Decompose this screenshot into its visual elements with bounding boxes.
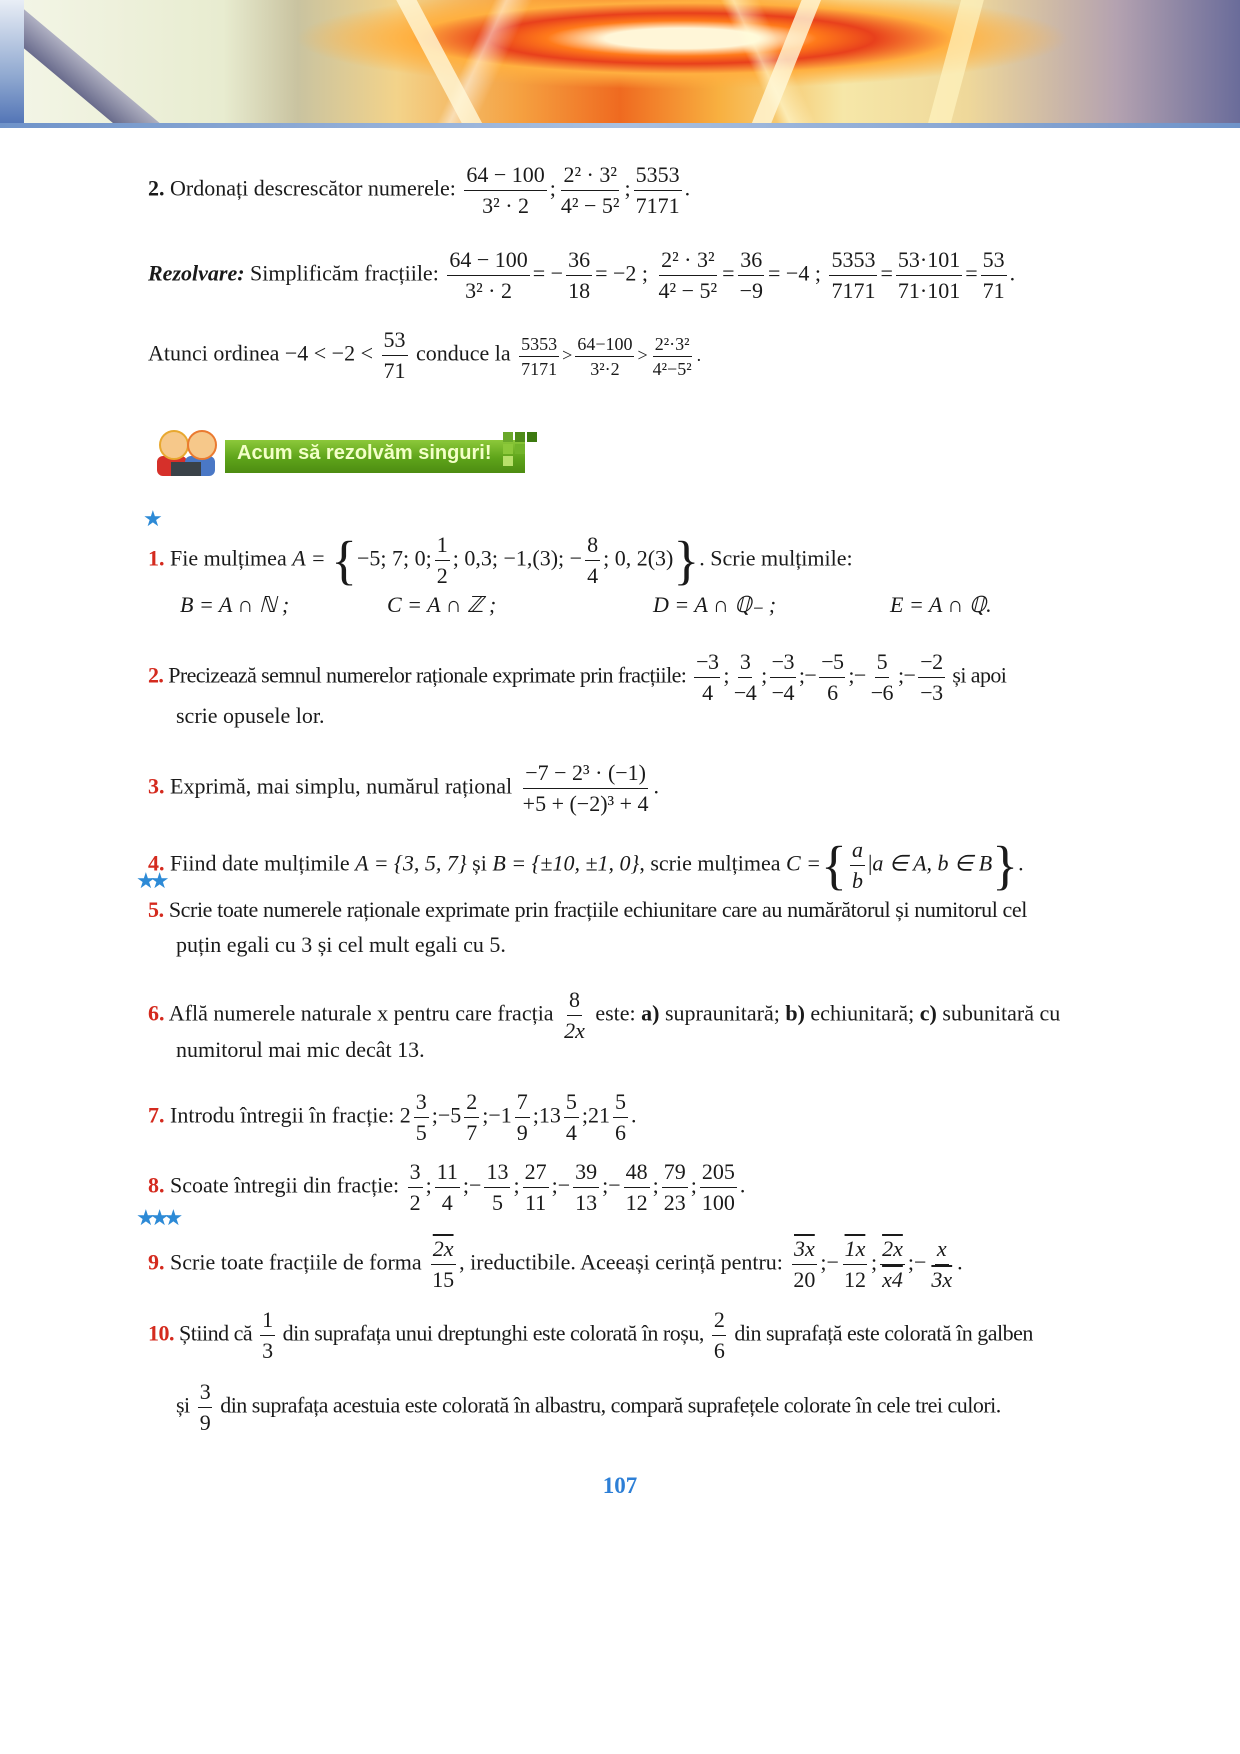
exercise-4: 4. Fiind date mulțimile A = {3, 5, 7} și B = {±10, ±1, 0}, scrie mulțimea C ={ $\frac{a}{b}$ |a ∈ A, b ∈ B}. bbox=[148, 835, 1024, 896]
example-number: 2. bbox=[148, 175, 165, 201]
exercise-2: 2. Precizează semnul numerelor raționale exprimate prin fracțiile: $\frac{-3}{4}$ ; $\frac{3}{-4}$ ; $\frac{-3}{-4}$ ;− $\frac{-5}{6}$ ;− $\frac{5}{-6}$ ;− $\frac{-2}{-3}$ și apoi bbox=[148, 649, 1007, 705]
exercise-10: 10. Știind că $\frac{1}{3}$ din suprafața unui dreptunghi este colorată în roșu, $\frac{2}{6}$ din suprafață este colorată în galben bbox=[148, 1307, 1033, 1363]
example-prompt: Ordonați descrescător numerele: bbox=[170, 175, 456, 201]
banner-decoration bbox=[729, 0, 828, 128]
exercise-8: 8. Scoate întregii din fracție: $\frac{3}{2}$ ; $\frac{11}{4}$ ;− $\frac{13}{5}$ ; $\frac{27}{11}$ ;− $\frac{39}{13}$ ;− $\frac{48}{12}$ ; $\frac{79}{23}$ ; $\frac{205}{100}$ . bbox=[148, 1159, 746, 1215]
badge-label: Acum să rezolvăm singuri! bbox=[237, 442, 492, 464]
decorative-square bbox=[503, 444, 513, 454]
difficulty-two-stars-icon: ★★ bbox=[136, 868, 164, 893]
decorative-square bbox=[527, 432, 537, 442]
banner-bottom-stripe bbox=[0, 123, 1240, 128]
exercise-1-set-e: E = A ∩ ℚ. bbox=[890, 592, 992, 617]
exercise-7: 7. Introdu întregii în fracție: 2 $\frac{3}{5}$ ;−5 $\frac{2}{7}$ ;−1 $\frac{7}{9}$ ;13 $\frac{5}{4}$ ;21 $\frac{5}{6}$ . bbox=[148, 1089, 637, 1145]
header-banner-image bbox=[0, 0, 1240, 128]
exercise-6: 6. Află numerele naturale x pentru care fracția $\frac{8}{2x}$ este: a) supraunitară; b) echiunitară; c) subunitară cu bbox=[148, 987, 1061, 1043]
decorative-square bbox=[503, 456, 513, 466]
solution-text: Simplificăm fracțiile: bbox=[250, 260, 439, 286]
exercise-2-line2: scrie opusele lor. bbox=[176, 703, 325, 728]
banner-decoration bbox=[912, 0, 990, 128]
banner-left-bar bbox=[0, 0, 24, 128]
banner-decoration bbox=[0, 4, 171, 128]
fraction: $\frac{\text{2² · 3²}}{\text{4² − 5²}}$ bbox=[560, 162, 620, 218]
page-number: 107 bbox=[602, 1473, 638, 1498]
banner-decoration bbox=[389, 0, 508, 128]
fraction: $\frac{64 - 100}{\text{3² · 2}}$ bbox=[466, 162, 545, 218]
exercise-6-line2: numitorul mai mic decât 13. bbox=[176, 1037, 425, 1062]
exercise-1-set-d: D = A ∩ ℚ₋ ; bbox=[653, 592, 777, 617]
exercise-1-set-c: C = A ∩ ℤ ; bbox=[387, 592, 497, 617]
decorative-square bbox=[503, 432, 513, 442]
children-illustration-icon bbox=[155, 428, 225, 480]
difficulty-one-star-icon: ★ bbox=[143, 506, 157, 531]
section-badge bbox=[155, 428, 545, 480]
difficulty-three-stars-icon: ★★★ bbox=[136, 1205, 178, 1230]
fraction: $\frac{5353}{7171}$ bbox=[635, 162, 680, 218]
example-2-statement: 2. Ordonați descrescător numerele: $\frac{64 - 100}{\text{3² · 2}}$ ; $\frac{\text{2² · 3²}}{\text{4² − 5²}}$ ; $\frac{5353}{7171}$ . bbox=[148, 160, 690, 221]
exercise-9: 9. Scrie toate fracțiile de forma $\frac{2x}{15}$ , ireductibile. Aceeași cerință pentru: $\frac{3x}{20}$ ;− $\frac{1x}{12}$ ; $\frac{2x}{x4}$ ;− $\frac{x}{3x}$ . bbox=[148, 1236, 963, 1292]
decorative-square bbox=[515, 432, 525, 442]
exercise-3: 3. Exprimă, mai simplu, numărul rațional $\frac{\text{−7 − 2³ · (−1)}}{\text{+5 + (−2)³ + 4}}$ . bbox=[148, 760, 660, 816]
exercise-1: 1. Fie mulțimea A = {−5; 7; 0; $\frac{1}{2}$ ; 0,3; −1,(3); − $\frac{8}{4}$ ; 0, 2(3)}. Scrie mulțimile: bbox=[148, 530, 853, 591]
example-solution: Rezolvare: Simplificăm fracțiile: $\frac{64 - 100}{\text{3² · 2}}$ = − $\frac{36}{18}$ = −2 ; $\frac{\text{2² · 3²}}{\text{4² − 5²}}$ = $\frac{36}{-9}$ = −4 ; $\frac{5353}{7171}$ = $\frac{53\cdot 101}{71\cdot 101}$ = $\frac{53}{71}$ . bbox=[148, 247, 1016, 303]
decorative-square bbox=[515, 444, 525, 454]
exercise-1-set-b: B = A ∩ ℕ ; bbox=[180, 592, 290, 617]
exercise-5-line2: puțin egali cu 3 și cel mult egali cu 5. bbox=[176, 932, 506, 957]
exercise-5: 5. Scrie toate numerele raționale exprimate prin fracțiile echiunitare care au numărătorul și numitorul cel bbox=[148, 897, 1027, 922]
example-conclusion: Atunci ordinea −4 < −2 < $\frac{53}{71}$ conduce la $\frac{5353}{7171}$ > $\frac{64-100}{\text{3²·2}}$ > $\frac{\text{2²·3²}}{\text{4²−5²}}$ . bbox=[148, 327, 702, 383]
exercise-10-line2: și $\frac{3}{9}$ din suprafața acestuia este colorată în albastru, compară suprafețele colorate în cele trei culori. bbox=[176, 1379, 1001, 1435]
solution-label: Rezolvare: bbox=[148, 260, 245, 286]
